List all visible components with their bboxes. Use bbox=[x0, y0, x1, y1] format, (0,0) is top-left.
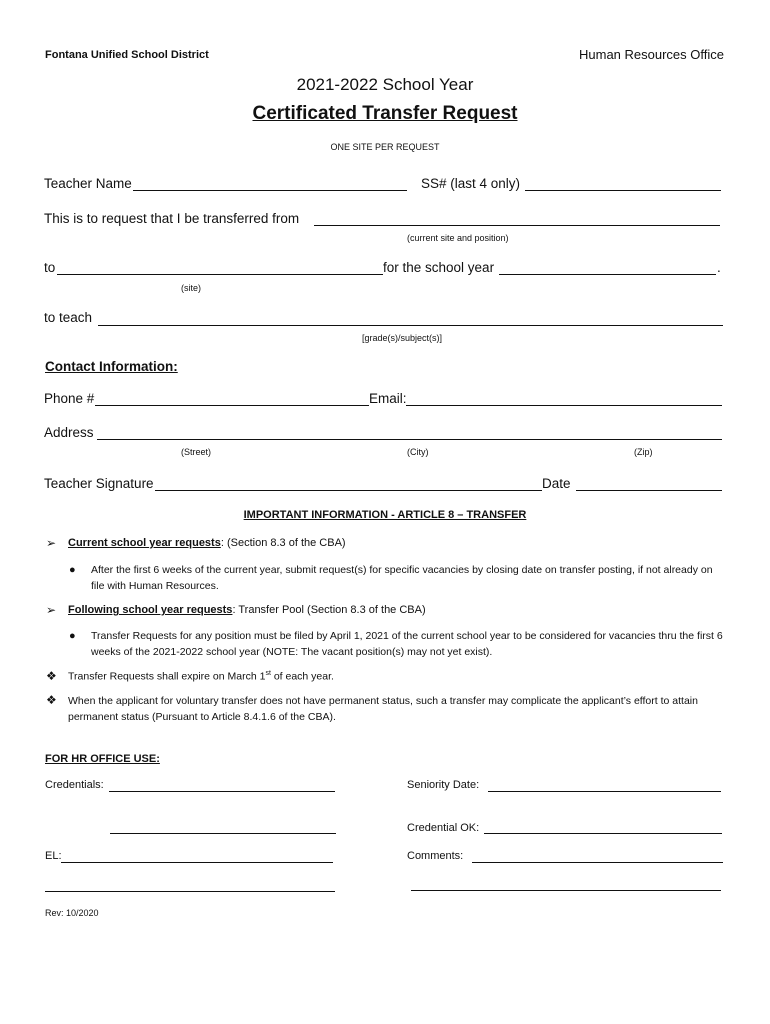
voluntary-text: When the applicant for voluntary transfer does not have permanent status, such a transfer may complicate the applicant’s effort to attain permanent status (Pursuant to Article 8.4.1.6 of the CBA). bbox=[68, 695, 698, 723]
to-teach-field[interactable] bbox=[98, 325, 723, 326]
school-year: 2021-2022 School Year bbox=[296, 75, 474, 94]
credential-ok-field[interactable] bbox=[484, 833, 722, 834]
ss-field[interactable] bbox=[525, 190, 721, 191]
seniority-field[interactable] bbox=[488, 791, 721, 792]
phone-label: Phone # bbox=[44, 391, 95, 406]
following-bullet-text: Transfer Requests for any position must be filed by April 1, 2021 of the current school year to be considered for vacancies thru the first 6 weeks of the 2021-2022 school year (NOTE: The vacant position(s) may not yet exist). bbox=[91, 630, 723, 658]
following-requests-rest: : Transfer Pool (Section 8.3 of the CBA) bbox=[232, 604, 426, 616]
school-year-label: for the school year bbox=[383, 260, 495, 275]
request-label: This is to request that I be transferred from bbox=[44, 211, 300, 226]
expire-text bbox=[68, 670, 334, 683]
ss-label: SS# (last 4 only) bbox=[421, 176, 521, 191]
hr-heading: FOR HR OFFICE USE: bbox=[45, 753, 160, 765]
current-site-field[interactable] bbox=[314, 225, 720, 226]
expire-text-sup: st bbox=[265, 670, 271, 677]
credentials-field[interactable] bbox=[109, 791, 335, 792]
signature-field[interactable] bbox=[155, 490, 542, 491]
page-subtitle: ONE SITE PER REQUEST bbox=[330, 142, 440, 152]
date-field[interactable] bbox=[576, 490, 722, 491]
seniority-label: Seniority Date: bbox=[407, 779, 480, 791]
el-field[interactable] bbox=[61, 862, 333, 863]
following-requests-heading bbox=[68, 604, 426, 616]
arrow-bullet-icon: ➢ bbox=[46, 603, 57, 617]
address-field[interactable] bbox=[97, 439, 722, 440]
address-label: Address bbox=[44, 425, 94, 440]
grade-caption: [grade(s)/subject(s)] bbox=[362, 333, 443, 343]
email-field[interactable] bbox=[406, 405, 722, 406]
comments-field[interactable] bbox=[472, 862, 723, 863]
office-name: Human Resources Office bbox=[579, 47, 724, 62]
diamond-bullet-icon: ❖ bbox=[46, 693, 57, 707]
contact-heading: Contact Information: bbox=[45, 359, 178, 374]
city-caption: (City) bbox=[407, 447, 429, 457]
info-heading: IMPORTANT INFORMATION - ARTICLE 8 – TRANSFER bbox=[243, 509, 527, 521]
credentials-label: Credentials: bbox=[45, 779, 104, 791]
extra-line-right[interactable] bbox=[411, 890, 721, 891]
district-name: Fontana Unified School District bbox=[45, 49, 209, 61]
expire-text-pre: Transfer Requests shall expire on March 1 bbox=[68, 670, 266, 683]
phone-field[interactable] bbox=[95, 405, 369, 406]
arrow-bullet-icon: ➢ bbox=[46, 536, 57, 550]
street-caption: (Street) bbox=[181, 447, 212, 457]
dot-bullet-icon: ● bbox=[69, 564, 76, 576]
to-teach-label: to teach bbox=[44, 310, 93, 325]
credential-ok-label: Credential OK: bbox=[407, 822, 480, 834]
credentials-field-2[interactable] bbox=[110, 833, 336, 834]
period: . bbox=[717, 260, 721, 275]
el-label: EL: bbox=[45, 850, 62, 862]
to-site-field[interactable] bbox=[57, 274, 383, 275]
date-label: Date bbox=[542, 476, 571, 491]
extra-line-left[interactable] bbox=[45, 891, 335, 892]
site-caption: (site) bbox=[181, 283, 201, 293]
diamond-bullet-icon: ❖ bbox=[46, 669, 57, 683]
current-bullet-text: After the first 6 weeks of the current year, submit request(s) for specific vacancies by closing date on transfer posting, if not already on file with Human Resources. bbox=[91, 564, 713, 592]
signature-label: Teacher Signature bbox=[44, 476, 154, 491]
current-site-caption: (current site and position) bbox=[407, 233, 509, 243]
current-requests-heading bbox=[68, 537, 346, 549]
to-label: to bbox=[44, 260, 56, 275]
following-requests-title: Following school year requests bbox=[68, 604, 233, 616]
page-title: Certificated Transfer Request bbox=[252, 103, 518, 124]
zip-caption: (Zip) bbox=[634, 447, 653, 457]
current-requests-title: Current school year requests bbox=[68, 537, 221, 549]
school-year-field[interactable] bbox=[499, 274, 716, 275]
revision: Rev: 10/2020 bbox=[45, 908, 99, 918]
teacher-name-field[interactable] bbox=[133, 190, 407, 191]
email-label: Email: bbox=[369, 391, 407, 406]
comments-label: Comments: bbox=[407, 850, 464, 862]
current-requests-rest: : (Section 8.3 of the CBA) bbox=[220, 537, 346, 549]
expire-text-post: of each year. bbox=[270, 670, 334, 683]
teacher-name-label: Teacher Name bbox=[44, 176, 132, 191]
dot-bullet-icon: ● bbox=[69, 630, 76, 642]
